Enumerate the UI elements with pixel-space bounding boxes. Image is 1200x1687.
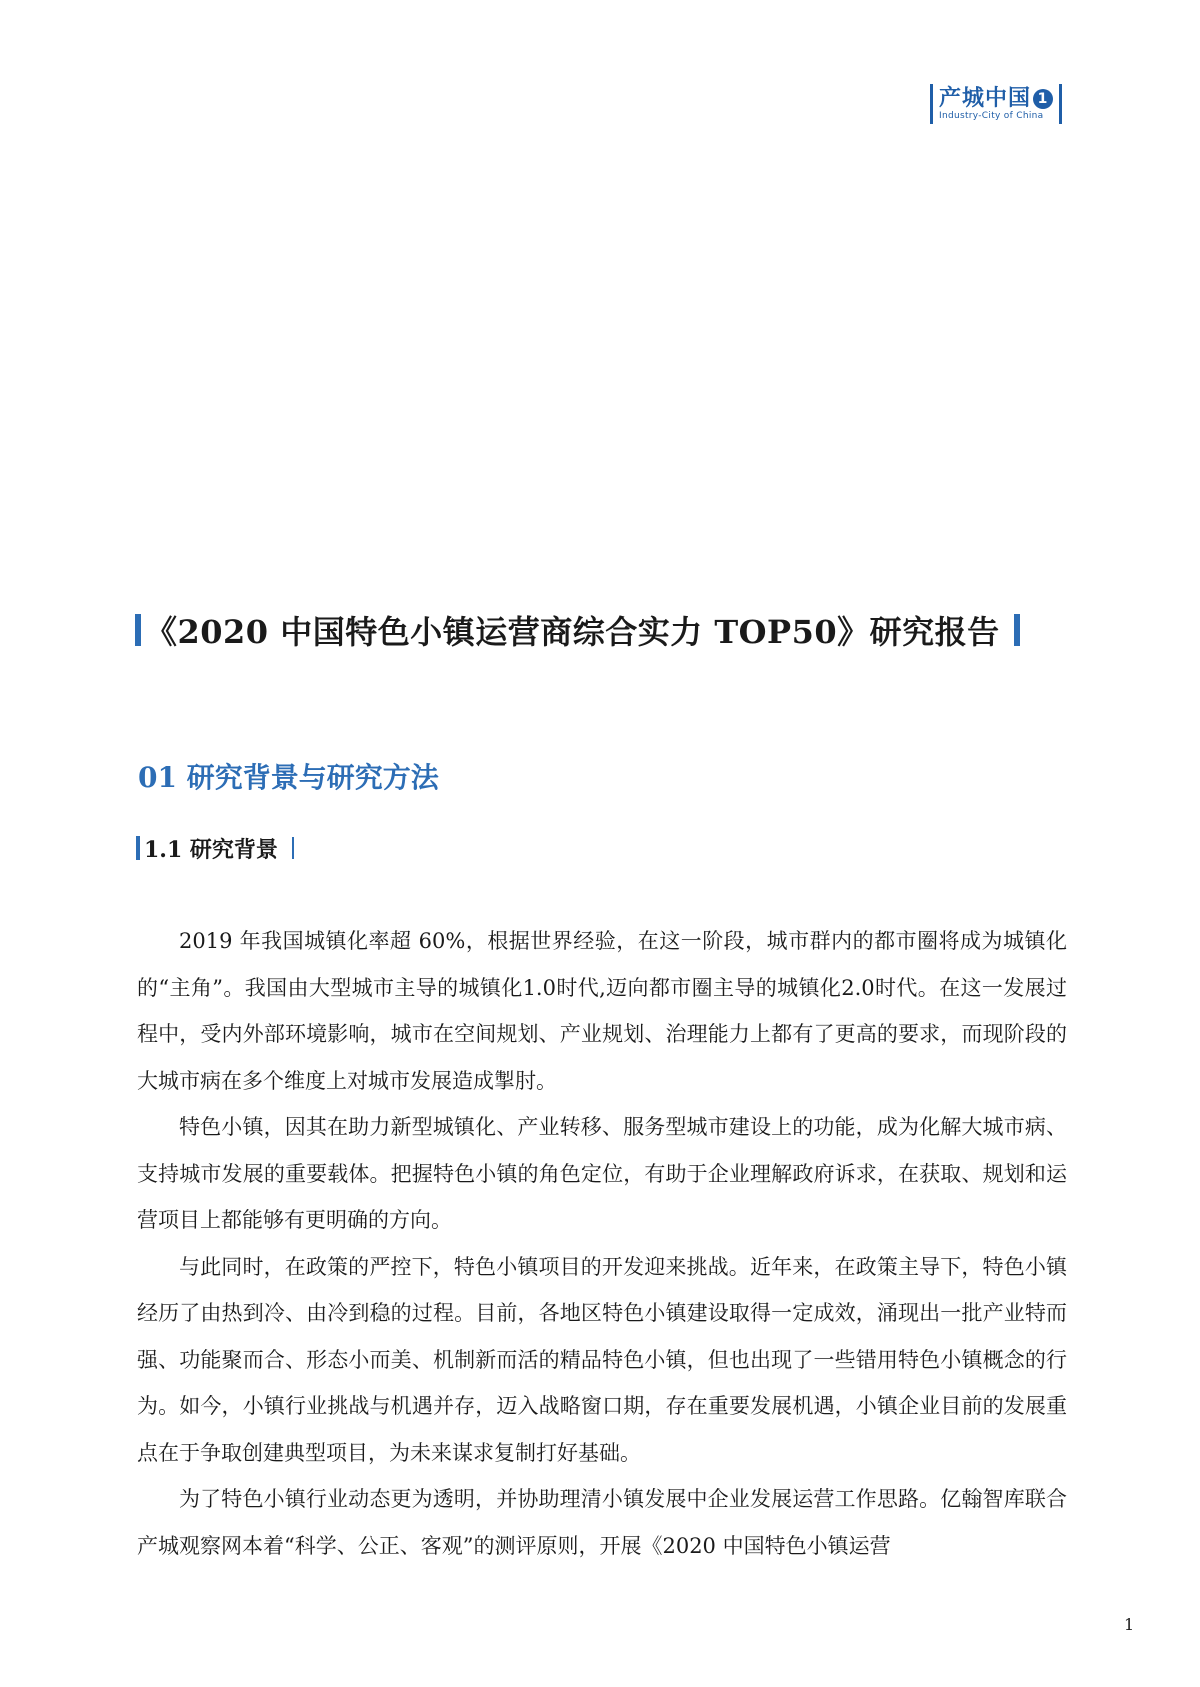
title-left-bar	[135, 614, 141, 646]
subsection-heading	[136, 833, 294, 863]
logo-chinese-label: 产城中国	[939, 85, 1032, 111]
logo-badge-icon: 1	[1033, 89, 1053, 109]
subsection-heading-text: 1.1 研究背景	[144, 836, 278, 863]
paragraph: 为了特色小镇行业动态更为透明，并协助理清小镇发展中企业发展运营工作思路。亿翰智库联合产城观察网本着“科学、公正、客观”的测评原则，开展《2020 中国特色小镇运营	[137, 1487, 1067, 1558]
paragraph: 2019 年我国城镇化率超 60%，根据世界经验，在这一阶段，城市群内的都市圈将成为城镇化的“主角”。我国由大型城市主导的城镇化1.0时代,迈向都市圈主导的城镇化2.0时代。在这一发展过程中，受内外部环境影响，城市在空间规划、产业规划、治理能力上都有了更高的要求，而现阶段的大城市病在多个维度上对城市发展造成掣肘。	[137, 929, 1067, 1093]
paragraph: 与此同时，在政策的严控下，特色小镇项目的开发迎来挑战。近年来，在政策主导下，特色小镇经历了由热到冷、由冷到稳的过程。目前，各地区特色小镇建设取得一定成效，涌现出一批产业特而强、功能聚而合、形态小而美、机制新而活的精品特色小镇，但也出现了一些错用特色小镇概念的行为。如今，小镇行业挑战与机遇并存，迈入战略窗口期，存在重要发展机遇，小镇企业目前的发展重点在于争取创建典型项目，为未来谋求复制打好基础。	[137, 1254, 1067, 1465]
logo-chinese-text	[939, 87, 1053, 111]
report-title-text: 《2020 中国特色小镇运营商综合实力 TOP50》研究报告	[145, 613, 1000, 651]
logo-right-bar	[1059, 84, 1062, 124]
section-heading: 01 研究背景与研究方法	[138, 761, 439, 794]
title-right-bar	[1014, 614, 1020, 646]
logo-english-text: Industry-City of China	[939, 110, 1044, 121]
report-title	[135, 608, 1020, 652]
subsection-left-bar	[136, 836, 140, 860]
body-text	[137, 918, 1067, 1569]
logo-text-block	[933, 84, 1059, 124]
subsection-right-bar	[292, 837, 294, 859]
paragraph: 特色小镇，因其在助力新型城镇化、产业转移、服务型城市建设上的功能，成为化解大城市病、支持城市发展的重要载体。把握特色小镇的角色定位，有助于企业理解政府诉求，在获取、规划和运营项目上都能够有更明确的方向。	[137, 1115, 1067, 1232]
publisher-logo	[930, 84, 1062, 124]
page-number: 1	[1124, 1615, 1135, 1634]
